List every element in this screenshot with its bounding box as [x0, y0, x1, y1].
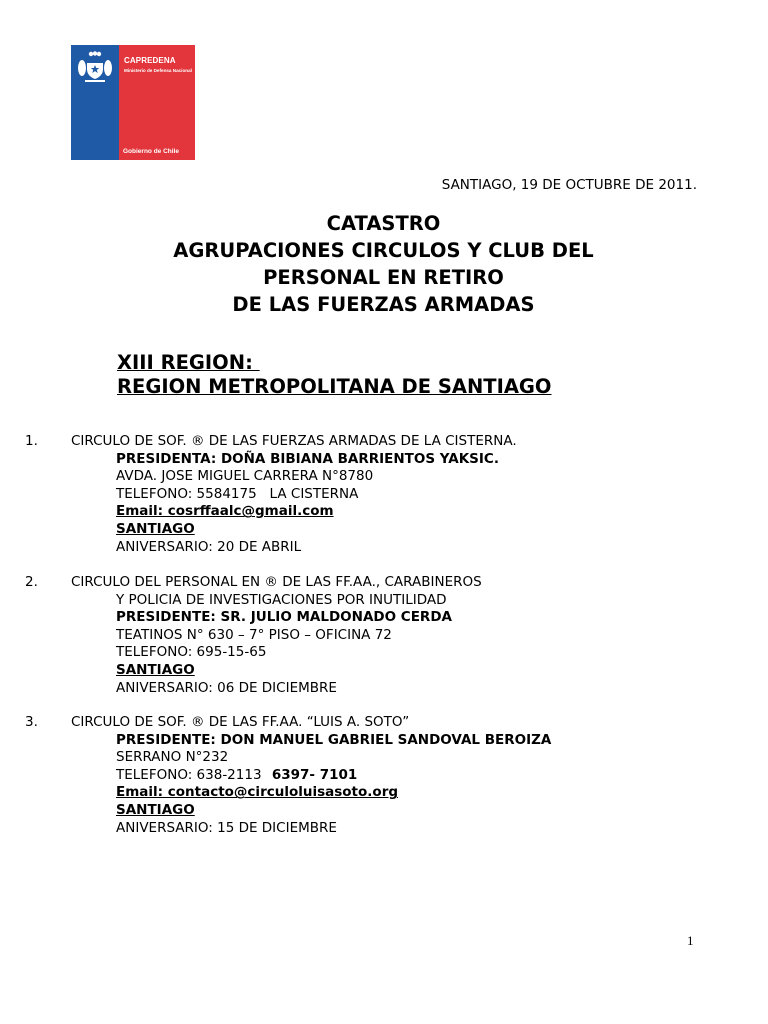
logo-ministry: Ministerio de Defensa Nacional [124, 68, 192, 73]
region-line-2: REGION METROPOLITANA DE SANTIAGO [117, 375, 552, 398]
entry-city: SANTIAGO [116, 801, 195, 818]
logo-institution: CAPREDENA [124, 56, 176, 65]
title-line-4: DE LAS FUERZAS ARMADAS [232, 293, 535, 316]
logo-government: Gobierno de Chile [123, 148, 179, 155]
entry-phone-row [71, 767, 551, 785]
entry-name: CIRCULO DE SOF. ® DE LAS FUERZAS ARMADAS DE LA CISTERNA. [71, 433, 517, 449]
entry-email[interactable]: Email: cosrffaalc@gmail.com [116, 503, 334, 520]
entry-anniversary: ANIVERSARIO: 06 DE DICIEMBRE [116, 679, 337, 696]
entry-address: TEATINOS N° 630 – 7° PISO – OFICINA 72 [116, 626, 392, 643]
document-date: SANTIAGO, 19 DE OCTUBRE DE 2011. [441, 177, 697, 193]
entry-number: 2. [25, 574, 38, 590]
entry-president: PRESIDENTA: DOÑA BIBIANA BARRIENTOS YAKSIC. [116, 450, 499, 467]
title-line-3: PERSONAL EN RETIRO [263, 266, 504, 289]
entry-city: SANTIAGO [116, 520, 195, 537]
entry-phone-extra: 6397- 7101 [271, 766, 358, 783]
entry-name: CIRCULO DE SOF. ® DE LAS FF.AA. “LUIS A. SOTO” [71, 714, 410, 730]
entry-phone: TELEFONO: 695-15-65 [116, 644, 267, 661]
entry-city: SANTIAGO [116, 661, 195, 678]
logo-blue-panel [71, 45, 119, 160]
entry-number: 3. [25, 714, 38, 730]
title-line-1: CATASTRO [326, 212, 441, 235]
document-title [0, 210, 768, 318]
capredena-logo [71, 45, 195, 160]
entry-president: PRESIDENTE: SR. JULIO MALDONADO CERDA [116, 609, 452, 626]
entry-president: PRESIDENTE: DON MANUEL GABRIEL SANDOVAL BEROIZA [116, 731, 552, 748]
entry-phone: TELEFONO: 638-2113 [116, 766, 262, 783]
entry-email[interactable]: Email: contacto@circuloluisasoto.org [116, 784, 399, 801]
entry-name: CIRCULO DEL PERSONAL EN ® DE LAS FF.AA., CARABINEROS [71, 574, 482, 590]
logo-red-panel [119, 45, 195, 160]
entry-address: AVDA. JOSE MIGUEL CARRERA N°8780 [116, 468, 374, 485]
entry-anniversary: ANIVERSARIO: 15 DE DICIEMBRE [116, 819, 337, 836]
entry-name-continued: Y POLICIA DE INVESTIGACIONES POR INUTILIDAD [116, 591, 447, 608]
region-heading [117, 351, 552, 399]
region-line-1: XIII REGION: [117, 351, 260, 374]
coat-of-arms-icon [77, 51, 113, 83]
entry-anniversary: ANIVERSARIO: 20 DE ABRIL [116, 538, 302, 555]
entry-phone: TELEFONO: 5584175 LA CISTERNA [116, 485, 359, 502]
title-line-2: AGRUPACIONES CIRCULOS Y CLUB DEL [173, 239, 594, 262]
entry-number: 1. [25, 433, 38, 449]
page-number: 1 [687, 933, 694, 948]
entry-address: SERRANO N°232 [116, 749, 229, 766]
